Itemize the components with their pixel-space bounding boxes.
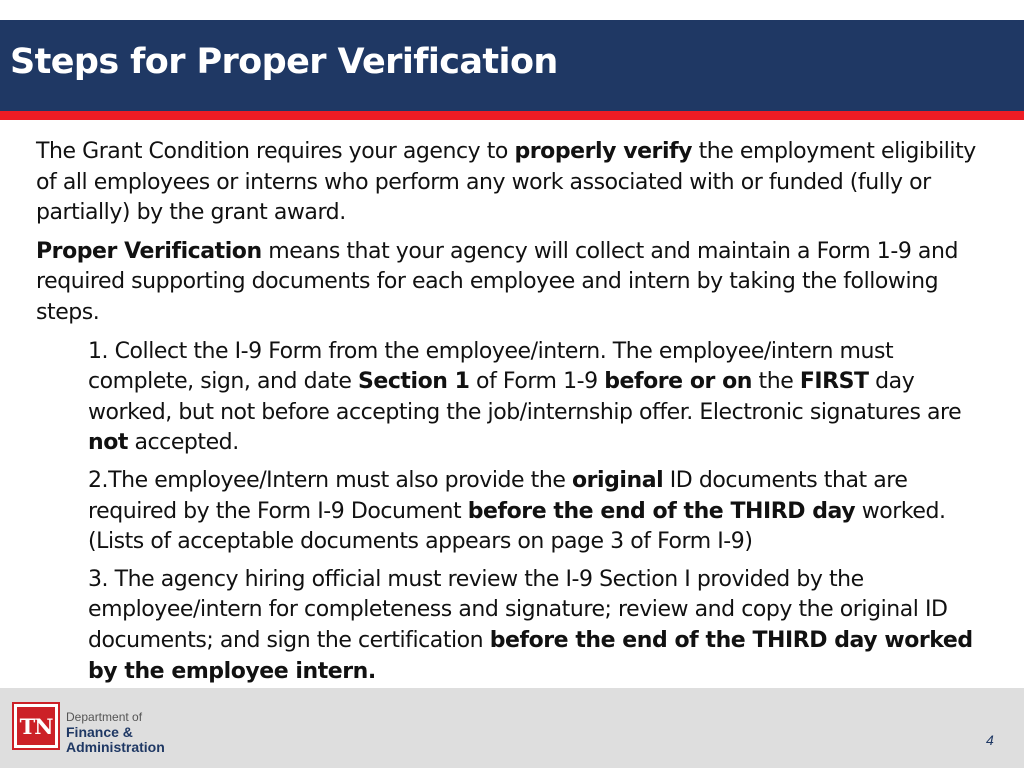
slide-title: Steps for Proper Verification — [10, 42, 558, 82]
step-2 — [88, 466, 998, 558]
department-name — [66, 710, 165, 755]
body-text: accepted. — [127, 430, 239, 456]
body-text: 2.The employee/Intern must also provide the — [88, 467, 572, 493]
tn-logo-inner — [17, 707, 55, 745]
body-text: of Form 1-9 — [469, 369, 605, 395]
slide-body — [36, 137, 998, 694]
emphasis-text: not — [88, 430, 128, 456]
body-text: 1. Collect the I-9 Form from the employee/intern. The employee/intern must complete, sign, and date — [88, 338, 894, 395]
tn-logo — [12, 702, 60, 750]
body-text: means that your agency will collect and maintain a Form 1-9 and required supporting documents for each employee and intern by taking the following steps. — [36, 238, 958, 325]
body-text: the — [752, 369, 800, 395]
step-1 — [88, 337, 998, 459]
emphasis-text: before the end of the THIRD day worked by the employee intern. — [88, 627, 973, 684]
body-text: worked. (Lists of acceptable documents appears on page 3 of Form I-9) — [88, 498, 946, 555]
paragraph-definition — [36, 237, 998, 329]
dept-line-2: Finance & — [66, 724, 133, 740]
emphasis-text: Proper Verification — [36, 238, 262, 264]
emphasis-text: Section 1 — [357, 369, 470, 395]
paragraph-intro — [36, 137, 998, 229]
dept-line-1: Department of — [66, 710, 143, 724]
body-text: The Grant Condition requires your agency to — [36, 139, 515, 164]
dept-line-3: Administration — [66, 739, 165, 755]
body-text: the employment eligibility of all employees or interns who perform any work associated with or funded (fully or partially) by the grant award. — [36, 139, 976, 226]
emphasis-text: before the end of the THIRD day — [467, 498, 856, 524]
body-text: day worked, but not before accepting the job/internship offer. Electronic signatures are — [88, 369, 962, 425]
page-number: 4 — [986, 732, 994, 748]
emphasis-text: properly verify — [514, 139, 693, 164]
accent-stripe — [0, 111, 1024, 120]
tn-logo-text: TN — [19, 713, 53, 739]
emphasis-text: FIRST — [799, 369, 869, 395]
footer-bar — [0, 688, 1024, 768]
body-text: 3. The agency hiring official must review the I-9 Section I provided by the employee/intern for completeness and signature; review and copy the original ID documents; and sign the certification — [88, 566, 948, 653]
emphasis-text: before or on — [604, 369, 752, 395]
step-3 — [88, 565, 998, 687]
body-text: ID documents that are required by the Form I-9 Document — [88, 467, 908, 524]
emphasis-text: original — [571, 467, 664, 493]
